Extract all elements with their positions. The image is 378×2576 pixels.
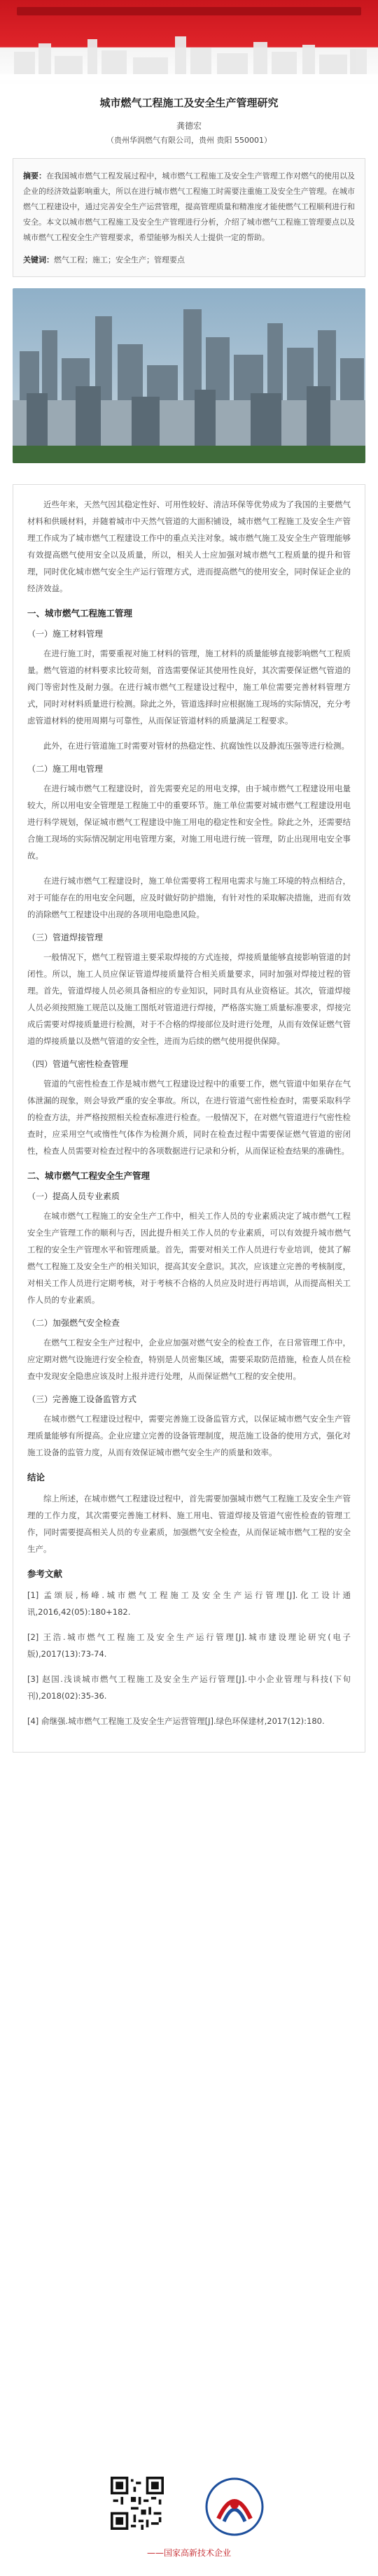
footer	[0, 2477, 378, 2568]
references-heading: 参考文献	[27, 1569, 63, 1579]
paragraph: 在城市燃气工程建设过程中，需要完善施工设备监管方式，以保证城市燃气安全生产管理质量能够有所提高。企业应建立完善的设备管理制度，规范施工设备的使用方式，强化对施工设备的监管力度，从而有效保证城市燃气安全生产的质量和效率。	[27, 1414, 351, 1457]
qr-code-icon[interactable]	[111, 2477, 164, 2530]
city-photo-illustration	[13, 288, 365, 463]
paragraph: 在进行城市燃气工程建设时，首先需要充足的用电支撑，由于城市燃气工程建设用电量较大，所以用电安全管理是工程施工中的重要环节。施工单位需要对城市燃气工程建设用电进行科学规划，保证城市燃气工程建设中施工用电的稳定性和安全性。除此之外，还需要结合施工现场的实际情况制定用电管理方案，对施工用电进行统一管理，防止出现用电安全事故。	[27, 784, 351, 861]
title-block	[0, 85, 378, 146]
reference-item: [4] 俞继强.城市燃气工程施工及安全生产运营管理[J].绿色环保建材,2017(12):180.	[27, 1716, 325, 1726]
banner-bar	[17, 7, 361, 15]
reference-item: [2] 王浩.城市燃气工程施工及安全生产运行管理[J].城市建设理论研究(电子版),2017(13):73-74.	[27, 1632, 351, 1659]
affiliation: （贵州华润燃气有限公司，贵州 贵阳 550001）	[106, 136, 272, 145]
author: 龚德宏	[176, 121, 202, 131]
keywords-text: 燃气工程；施工；安全生产；管理要点	[54, 255, 185, 264]
reference-item: [1] 孟颂辰,杨峰.城市燃气工程施工及安全生产运行管理[J].化工设计通讯,2016,42(05):180+182.	[27, 1590, 351, 1617]
conclusion-paragraph: 综上所述，在城市燃气工程建设过程中，首先需要加强城市燃气工程施工及安全生产管理的工作力度，其次需要完善施工材料、施工用电、管道焊接及管道气密性检查的管理工作，同时需要提高相关人员的专业素质，加强燃气安全检查，从而保证城市燃气工程的安全生产。	[27, 1494, 351, 1554]
company-logo-icon	[204, 2477, 265, 2537]
subheading-1-2: （二）施工用电管理	[27, 764, 104, 774]
abstract-label: 摘要：	[23, 171, 47, 181]
section-heading-2: 二、城市燃气工程安全生产管理	[27, 1170, 150, 1181]
paragraph: 管道的气密性检查工作是城市燃气工程建设过程中的重要工作，燃气管道中如果存在气体泄漏的现象，则会导致严重的安全事故。所以，在进行管道气密性检查时，需要采取科学的检查方法，并严格按照相关检查标准进行检查。一般情况下，在对燃气管道进行气密性检查时，应采用空气或惰性气体作为检测介质，同时在检查过程中需要保证燃气管道的密闭性，检查人员需要对检查过程中的各项数据进行记录和分析，从而保证检查结果的准确性。	[27, 1079, 351, 1156]
abstract-text: 在我国城市燃气工程发展过程中，城市燃气工程施工及安全生产管理工作对燃气的使用以及企业的经济效益影响重大，所以在进行城市燃气工程施工时需要注重施工及安全生产管理。在城市燃气工程建设中，通过完善安全生产运营管理，提高管理质量和精准度才能使燃气工程顺利进行和安全。本文以城市燃气工程施工及安全生产管理进行分析，介绍了城市燃气工程施工管理要点以及城市燃气工程安全生产管理要求，希望能够为相关人士提供一定的帮助。	[23, 171, 356, 242]
subheading-2-2: （二）加强燃气安全检查	[27, 1318, 120, 1328]
city-skyline-illustration	[0, 31, 378, 80]
keywords-label: 关键词：	[23, 255, 54, 264]
article-title: 城市燃气工程施工及安全生产管理研究	[99, 97, 279, 109]
paragraph: 在城市燃气工程施工的安全生产工作中，相关工作人员的专业素质决定了城市燃气工程安全生产管理工作的顺利与否，因此提升相关工作人员的专业素质，可以有效提升城市燃气工程的安全生产管理水平和管理质量。首先，需要对相关工作人员进行专业培训，使其了解燃气工程施工及安全生产的相关知识，提高其安全意识。其次，应该建立完善的考核制度，对相关工作人员进行定期考核，对于考核不合格的人员应及时进行再培训，从而提高相关工作人员的专业素质。	[27, 1211, 351, 1305]
paragraph: 一般情况下，燃气工程管道主要采取焊接的方式连接，焊接质量能够直接影响管道的封闭性。所以，施工人员应保证管道焊接质量符合相关质量要求，同时加强对焊接过程的管理。首先，管道焊接人员必须具备相应的专业知识，同时具有从业资格证。其次，管道焊接人员必须按照施工规范以及施工图纸对管道进行焊接，严格落实施工质量标准要求，焊接完成后需要对焊接质量进行检测，对于不合格的焊接部位及时进行处理，从而有效保证燃气管道的焊接质量以及燃气管道的安全性，进而为后续的燃气使用提供保障。	[27, 952, 351, 1046]
city-photo	[13, 288, 365, 463]
section-heading-1: 一、城市燃气工程施工管理	[27, 608, 133, 618]
subheading-2-1: （一）提高人员专业素质	[27, 1191, 120, 1201]
reference-item: [3] 赵国.浅谈城市燃气工程施工及安全生产运行管理[J].中小企业管理与科技(下旬刊),2018(02):35-36.	[27, 1674, 351, 1701]
paragraph: 此外，在进行管道施工时需要对管材的热稳定性、抗腐蚀性以及静流压强等进行检测。	[43, 741, 349, 751]
keywords	[23, 253, 355, 268]
subheading-1-1: （一）施工材料管理	[27, 629, 104, 639]
paragraph: 在燃气工程安全生产过程中，企业应加强对燃气安全的检查工作，在日常管理工作中，应定期对燃气设施进行安全检查，特别是人员密集区域，需要采取防范措施，检查人员在检查中发现安全隐患应该及时上报并进行处理，从而保证燃气工程的安全使用。	[27, 1338, 351, 1381]
article-body	[13, 484, 365, 1753]
references-list	[27, 1587, 351, 1729]
subheading-1-4: （四）管道气密性检查管理	[27, 1059, 129, 1069]
intro-paragraph: 近些年来，天然气因其稳定性好、可用性较好、清洁环保等优势成为了我国的主要燃气材料和供暖材料，并随着城市中天然气管道的大面积铺设，城市燃气工程施工及安全生产管理工作成为了城市燃气工程建设工作中的重点关注对象。城市燃气施工及安全生产管理能够有效提高燃气使用安全以及质量，所以，相关人士应加强对城市燃气工程质量的提升和管理，同时优化城市燃气安全生产运行管理方式，进而提高燃气的使用安全，同时保证企业的经济效益。	[27, 500, 351, 593]
conclusion-heading: 结论	[27, 1472, 46, 1482]
paragraph: 在进行城市燃气工程建设时，施工单位需要将工程用电需求与施工环境的特点相结合，对于可能存在的用电安全问题，应及时做好防护措施，有针对性的采取解决措施，进而有效的消除燃气工程建设中出现的各项用电隐患风险。	[27, 876, 351, 919]
abstract-box	[13, 158, 365, 277]
paragraph: 在进行施工时，需要重视对施工材料的管理，施工材料的质量能够直接影响燃气工程质量。燃气管道的材料要求比较苛刻，首选需要保证其使用性良好，其次需要保证燃气管道的阀门等密封性及耐力强。在进行城市燃气工程建设过程中，施工单位需要完善材料管理方式，同时对材料质量进行检测。除此之外，管道选择时应根据施工现场的实际情况，充分考虑管道材料的使用周期与可靠性，从而保证管道材料的质量满足工程要求。	[27, 649, 351, 726]
subheading-2-3: （三）完善施工设备监管方式	[27, 1394, 137, 1404]
subheading-1-3: （三）管道焊接管理	[27, 933, 104, 942]
header-banner	[0, 0, 378, 85]
abstract	[23, 169, 355, 246]
footer-text: ——国家高新技术企业	[146, 2548, 231, 2558]
